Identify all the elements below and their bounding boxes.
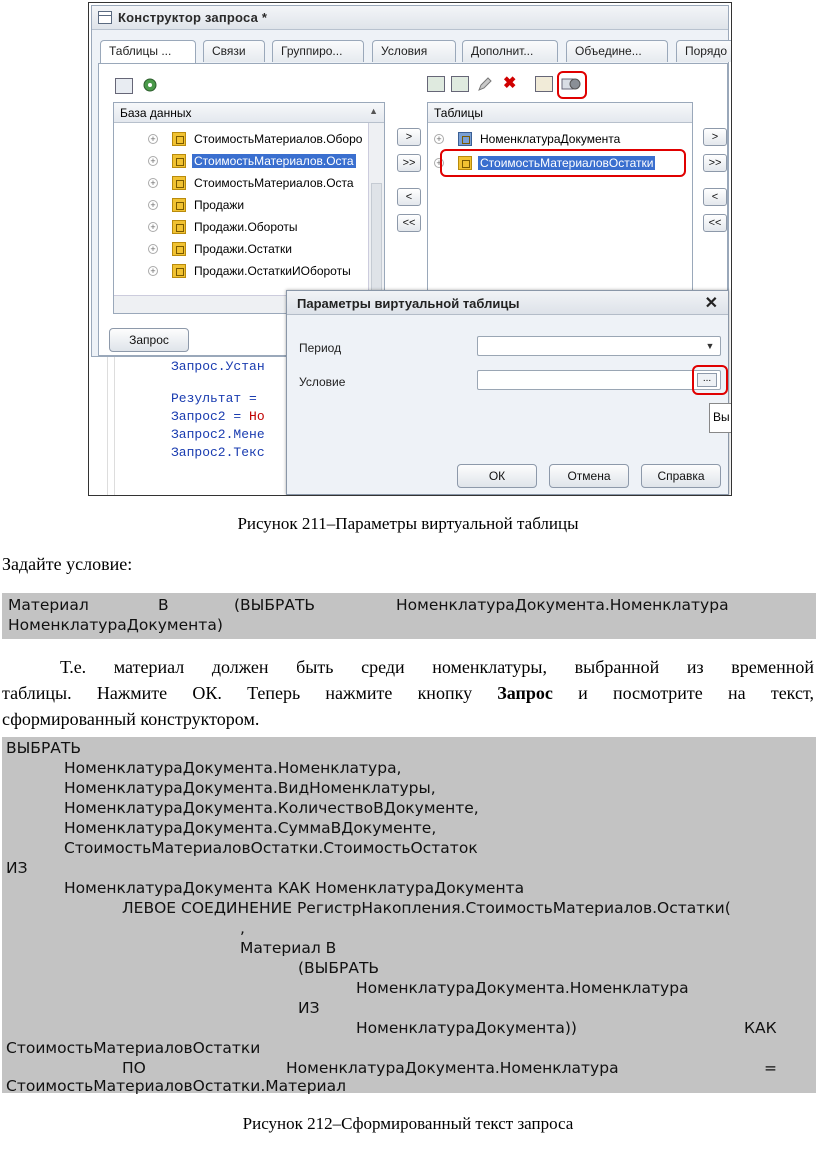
figure-212-caption: Рисунок 212–Сформированный текст запроса [242, 1114, 574, 1133]
expand-icon[interactable]: + [148, 244, 158, 254]
register-icon [172, 132, 186, 146]
help-button[interactable]: Справка [641, 464, 721, 488]
right-move-all-left-button[interactable]: << [703, 214, 727, 232]
editor-gutter [107, 357, 115, 495]
move-all-left-button[interactable]: << [397, 214, 421, 232]
cancel-button[interactable]: Отмена [549, 464, 629, 488]
expand-icon[interactable]: + [148, 222, 158, 232]
register-icon [172, 154, 186, 168]
figure-211-caption: Рисунок 211–Параметры виртуальной таблицы [237, 514, 579, 533]
tab-order[interactable]: Порядо [676, 40, 732, 62]
tab-conditions[interactable]: Условия [372, 40, 456, 62]
right-move-right-button[interactable]: > [703, 128, 727, 146]
expand-icon[interactable]: + [148, 200, 158, 210]
virtual-table-params-dialog [286, 290, 729, 495]
code-line: Результат = [171, 391, 257, 406]
list-item-selected[interactable]: + СтоимостьМатериалов.Оста [148, 151, 370, 173]
dialog-title: Параметры виртуальной таблицы [297, 296, 520, 311]
copy-table-icon[interactable] [451, 76, 469, 92]
delete-icon[interactable]: ✖ [503, 75, 517, 92]
chevron-down-icon[interactable]: ▼ [705, 341, 715, 351]
query-button[interactable]: Запрос [109, 328, 189, 352]
paragraph-line-3: сформированный конструктором. [2, 709, 260, 729]
list-item[interactable]: + Продажи.ОстаткиИОбороты [148, 261, 370, 283]
list-item[interactable]: + Продажи.Обороты [148, 217, 370, 239]
code-line: Запрос2.Мене [171, 427, 265, 442]
ok-button[interactable]: ОК [457, 464, 537, 488]
tables-panel-header: Таблицы [428, 103, 692, 123]
tables-panel [427, 102, 693, 314]
dialog-header [287, 291, 728, 315]
register-icon [172, 242, 186, 256]
list-item[interactable]: + СтоимостьМатериалов.Оста [148, 173, 370, 195]
expand-icon[interactable]: + [434, 134, 444, 144]
window-titlebar [92, 6, 728, 30]
condition-label: Условие [299, 375, 346, 389]
database-panel [113, 102, 385, 314]
tab-grouping[interactable]: Группиро... [272, 40, 364, 62]
highlight-params-icon [557, 71, 587, 99]
temp-table-icon [458, 132, 472, 146]
select-dots-button[interactable]: ... [697, 373, 717, 387]
move-right-button[interactable]: > [397, 128, 421, 146]
tooltip: Вы [709, 403, 732, 433]
tab-additional[interactable]: Дополнит... [462, 40, 558, 62]
list-item[interactable]: + СтоимостьМатериалов.Оборо [148, 129, 370, 151]
code-line: Запрос2 = Но [171, 409, 265, 424]
register-icon [172, 264, 186, 278]
right-move-all-right-button[interactable]: >> [703, 154, 727, 172]
register-icon [172, 176, 186, 190]
window-icon [98, 11, 112, 24]
list-item[interactable]: + НоменклатураДокумента [434, 129, 684, 151]
tab-tables[interactable]: Таблицы ... [100, 40, 196, 64]
paragraph-line-1: Т.е. материал должен быть среди номенклатуры, выбранной из временной [60, 657, 814, 677]
generated-query-box: ВЫБРАТЬ НоменклатураДокумента.Номенклатура, НоменклатураДокумента.ВидНоменклатуры, НоменклатураДокумента.КоличествоВДокументе, НоменклатураДокумента.СуммаВДокументе, СтоимостьМатериаловОстатки.СтоимостьОстаток ИЗ НоменклатураДокумента КАК НоменклатураДокумента ЛЕВОЕ СОЕДИНЕНИЕ РегистрНакопления.СтоимостьМатериалов.Остатки( , Материал В (ВЫБРАТЬ НоменклатураДокумента.Номенклатура ИЗ НоменклатураДокумента)) КАК СтоимостьМатериаловОстатки ПО НоменклатураДокумента.Номенклатура = СтоимостьМатериаловОстатки.Материал [2, 737, 816, 1093]
database-header-label: База данных [120, 106, 192, 120]
period-label: Период [299, 341, 342, 355]
period-field[interactable] [477, 336, 721, 356]
condition-code-box: Материал В (ВЫБРАТЬ НоменклатураДокумента.Номенклатура НоменклатураДокумента) [2, 593, 816, 639]
tree-settings-icon[interactable] [141, 76, 159, 92]
tab-links[interactable]: Связи [203, 40, 265, 62]
list-item-selected[interactable]: + СтоимостьМатериаловОстатки [434, 153, 684, 175]
figure-211-screenshot [88, 2, 732, 496]
register-icon [172, 220, 186, 234]
scroll-up-icon[interactable]: ▲ [369, 106, 378, 116]
code-line: Запрос2.Текс [171, 445, 265, 460]
expand-icon[interactable]: + [434, 158, 444, 168]
highlight-dots-button [692, 365, 728, 395]
list-item[interactable]: + Продажи.Остатки [148, 239, 370, 261]
tab-unions[interactable]: Объедине... [566, 40, 668, 62]
expand-icon[interactable]: + [148, 156, 158, 166]
list-icon[interactable] [115, 78, 133, 94]
move-left-button[interactable]: < [397, 188, 421, 206]
expand-icon[interactable]: + [148, 134, 158, 144]
right-move-left-button[interactable]: < [703, 188, 727, 206]
add-table-icon[interactable] [427, 76, 445, 92]
tab-strip [100, 40, 728, 64]
edit-pencil-icon[interactable] [477, 76, 495, 92]
database-panel-header [114, 103, 384, 123]
highlight-selected-table [440, 149, 686, 177]
condition-field[interactable] [477, 370, 721, 390]
expand-icon[interactable]: + [148, 266, 158, 276]
vertical-scrollbar[interactable] [368, 123, 384, 295]
move-all-right-button[interactable]: >> [397, 154, 421, 172]
list-item[interactable]: + Продажи [148, 195, 370, 217]
paragraph-line-2: таблицы. Нажмите ОК. Теперь нажмите кнопку Запрос и посмотрите на текст, [2, 683, 814, 703]
close-icon[interactable]: ✕ [704, 295, 718, 312]
code-line: Запрос.Устан [171, 359, 265, 374]
set-condition-text: Задайте условие: [2, 554, 133, 574]
expand-icon[interactable]: + [148, 178, 158, 188]
replace-table-icon[interactable] [535, 76, 553, 92]
register-icon [172, 198, 186, 212]
window-title: Конструктор запроса * [118, 10, 268, 25]
